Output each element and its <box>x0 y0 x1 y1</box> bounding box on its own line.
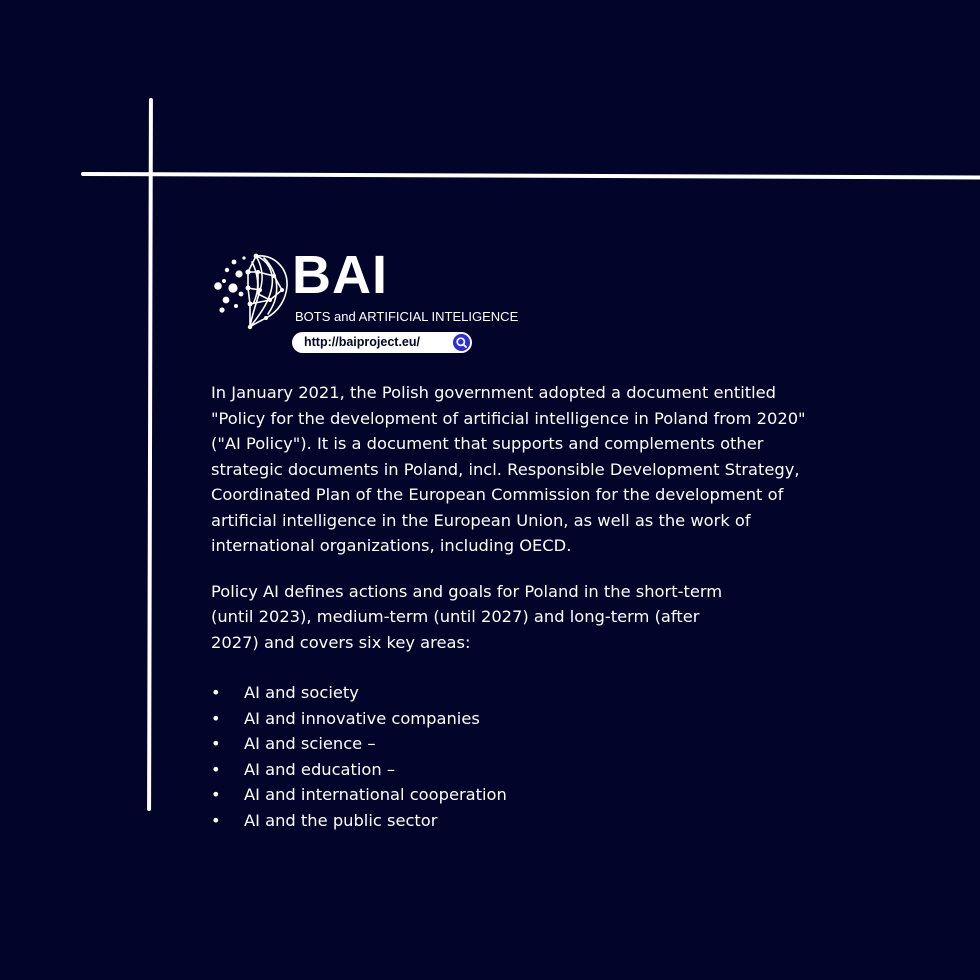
document-body <box>211 380 901 833</box>
bullet-icon: • <box>211 708 221 728</box>
logo-wordmark: BAI <box>292 245 388 305</box>
search-icon[interactable] <box>453 334 470 351</box>
url-badge[interactable] <box>292 332 472 353</box>
url-text[interactable]: http://baiproject.eu/ <box>304 335 420 349</box>
logo-tagline: BOTS and ARTIFICIAL INTELIGENCE <box>295 309 519 324</box>
decorative-vertical-line <box>147 98 153 811</box>
policy-paragraph: Policy AI defines actions and goals for Poland in the short-term (until 2023), medium-term (until 2027) and long-term (after 2027) and covers six key areas: <box>211 581 723 652</box>
list-item-label: AI and international cooperation <box>244 785 507 804</box>
list-item-label: AI and the public sector <box>244 810 438 830</box>
list-item <box>211 680 901 706</box>
network-head-icon <box>212 248 292 330</box>
list-item-label: AI and science – <box>244 734 376 753</box>
decorative-horizontal-line <box>81 172 980 179</box>
list-item <box>211 706 901 732</box>
bullet-icon: • <box>211 810 221 830</box>
bullet-icon: • <box>211 683 221 702</box>
bai-logo <box>212 245 532 358</box>
bullet-icon: • <box>211 785 221 804</box>
bullet-icon: • <box>211 734 221 753</box>
list-item <box>211 731 901 757</box>
list-item-label: AI and education – <box>244 759 396 779</box>
intro-paragraph: In January 2021, the Polish government adopted a document entitled "Policy for the development of artificial intelligence in Poland from 2020" ("AI Policy"). It is a document that supports and complements other strategic documents in Poland, incl. Responsible Development Strategy, Coordinated Plan of the European Commission for the development of artificial intelligence in the European Union, as well as the work of international organizations, including OECD. <box>211 383 806 555</box>
bullet-icon: • <box>211 759 221 779</box>
list-item <box>211 808 901 834</box>
key-areas-list <box>211 680 901 833</box>
list-item-label: AI and society <box>244 683 359 702</box>
list-item <box>211 782 901 808</box>
list-item <box>211 757 901 783</box>
list-item-label: AI and innovative companies <box>244 708 480 728</box>
